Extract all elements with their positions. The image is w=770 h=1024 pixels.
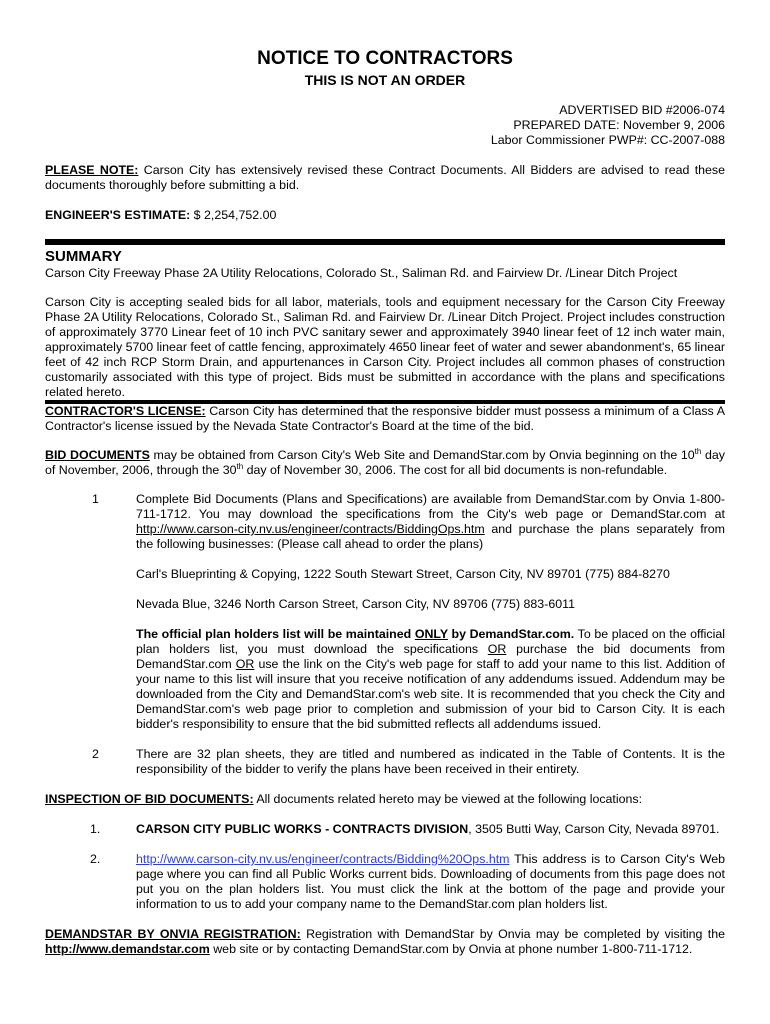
inspection-text: All documents related hereto may be viewed at the following locations: [253,792,643,806]
superscript: th [236,461,244,471]
page-subtitle: THIS IS NOT AN ORDER [304,72,466,88]
item-text: This address is to Carson City's Web page where you can find all Public Works current bids. Downloading of documents from this page does not put you on the plan holders list. You must click the link at the bottom of the page and provide your information to us to add your company name to the DemandStar.com plan holders list. [136,852,725,911]
official-text: To be placed on the official plan holders list, you must download the specifications [136,627,725,656]
estimate-label: ENGINEER'S ESTIMATE: [45,208,191,222]
bidding-ops-web-link[interactable]: http://www.carson-city.nv.us/engineer/contracts/Bidding%20Ops.htm [136,852,510,866]
page-title: NOTICE TO CONTRACTORS [257,48,513,69]
bid-documents-text: may be obtained from Carson City's Web Site and DemandStar.com by Onvia beginning on the 10 [149,448,695,462]
item-body [136,492,725,732]
engineers-estimate [45,208,725,223]
official-text: purchase the bid documents from DemandStar.com [136,642,725,671]
prepared-date: PREPARED DATE: November 9, 2006 [513,118,725,132]
please-note [45,163,725,193]
license-text: Carson City has determined that the responsive bidder must possess a minimum of a Class A Contractor's license issued by the Nevada State Contractor's Board at the time of the bid. [45,404,726,433]
item-body [136,852,725,912]
project-description: Carson City is accepting sealed bids for all labor, materials, tools and equipment necessary for the Carson City Freeway Phase 2A Utility Relocations, Colorado St., Saliman Rd. and Fairview Dr. /Linear Ditch Project. Project includes construction of approximately 3770 Linear feet of 10 inch PVC sanitary sewer and approximately 3940 linear feet of 12 inch water main, approximately 5700 linear feet of cattle fencing, approximately 4650 linear feet of water and sewer abandonment's, 65 linear feet of 42 inch RCP Storm Drain, and appurtenances in Carson City. Project includes all common phases of construction customarily associated with this type of project. Bids must be submitted in accordance with the plans and specifications related hereto. [45,295,725,399]
list-item [45,852,725,912]
list-item [45,822,725,837]
document-page [45,48,725,957]
item-text-part: and purchase the plans separately from the following businesses: (Please call ahead to order the plans) [136,522,725,551]
advertised-bid: ADVERTISED BID #2006-074 [559,103,725,117]
bid-documents-text: day of November, 2006, through the 30 [45,448,725,477]
official-text: by DemandStar.com. [447,627,575,641]
labor-commissioner: Labor Commissioner PWP#: CC-2007-088 [490,133,725,147]
please-note-label: PLEASE NOTE: [45,163,139,177]
contractors-license [45,404,725,434]
bid-info [45,103,725,148]
item-number: 1 [92,492,99,506]
inspection-of-bid-documents [45,792,725,807]
bidding-ops-link[interactable]: http://www.carson-city.nv.us/engineer/contracts/BiddingOps.htm [136,522,485,536]
location-name: CARSON CITY PUBLIC WORKS - CONTRACTS DIVISION [136,822,469,836]
bid-documents [45,448,725,478]
please-note-text: Carson City has extensively revised these Contract Documents. All Bidders are advised to read these documents thoroughly before submitting a bid. [45,163,726,192]
bid-documents-text: day of November 30, 2006. The cost for all bid documents is non-refundable. [243,463,668,477]
official-text: The official plan holders list will be maintained [136,627,415,641]
list-item [45,747,725,777]
item-text [136,492,725,552]
demandstar-text: web site or by contacting DemandStar.com by Onvia at phone number 1-800-711-1712. [209,942,693,956]
official-or: OR [487,642,507,656]
list-item [45,492,725,732]
inspection-label: INSPECTION OF BID DOCUMENTS: [45,792,254,806]
summary-heading: SUMMARY [45,248,122,265]
project-name: Carson City Freeway Phase 2A Utility Relocations, Colorado St., Saliman Rd. and Fairview Dr. /Linear Ditch Project [45,266,678,280]
bid-documents-label: BID DOCUMENTS [45,448,150,462]
location-address: , 3505 Butti Way, Carson City, Nevada 89701. [468,822,720,836]
official-plan-holders [136,627,725,732]
license-label: CONTRACTOR'S LICENSE: [45,404,206,418]
superscript: th [694,446,702,456]
item-body: There are 32 plan sheets, they are titled and numbered as indicated in the Table of Contents. It is the responsibility of the bidder to verify the plans have been received in their entirety. [136,747,725,776]
demandstar-registration [45,927,725,957]
section-divider [45,239,725,245]
item-text-part: Complete Bid Documents (Plans and Specifications) are available from DemandStar.com by Onvia 1-800-711-1712. You may download the specifications from the City's web page or DemandStar.com at [136,492,725,521]
item-number: 2. [90,852,101,866]
official-or: OR [235,657,255,671]
demandstar-text: Registration with DemandStar by Onvia may be completed by visiting the [300,927,725,941]
official-text: use the link on the City's web page for staff to add your name to this list. Addition of your name to this list will insure that you receive notification of any addendums issued. Addendum may be downloaded from the City and DemandStar.com's web site. It is recommended that you check the City and DemandStar.com's web page prior to completion and submission of your bid to Carson City. It is each bidder's responsibility to ensure that the bid submitted reflects all addendums issued. [136,657,725,731]
business-carls: Carl's Blueprinting & Copying, 1222 South Stewart Street, Carson City, NV 89701 (775) 884-8270 [136,567,670,581]
item-body [136,822,725,837]
item-number: 1. [90,822,101,836]
estimate-value: $ 2,254,752.00 [190,208,277,222]
official-only: ONLY [414,627,448,641]
demandstar-label: DEMANDSTAR BY ONVIA REGISTRATION: [45,927,301,941]
business-nevada-blue: Nevada Blue, 3246 North Carson Street, Carson City, NV 89706 (775) 883-6011 [136,597,575,611]
item-number: 2 [92,747,99,761]
demandstar-link[interactable]: http://www.demandstar.com [45,942,210,956]
